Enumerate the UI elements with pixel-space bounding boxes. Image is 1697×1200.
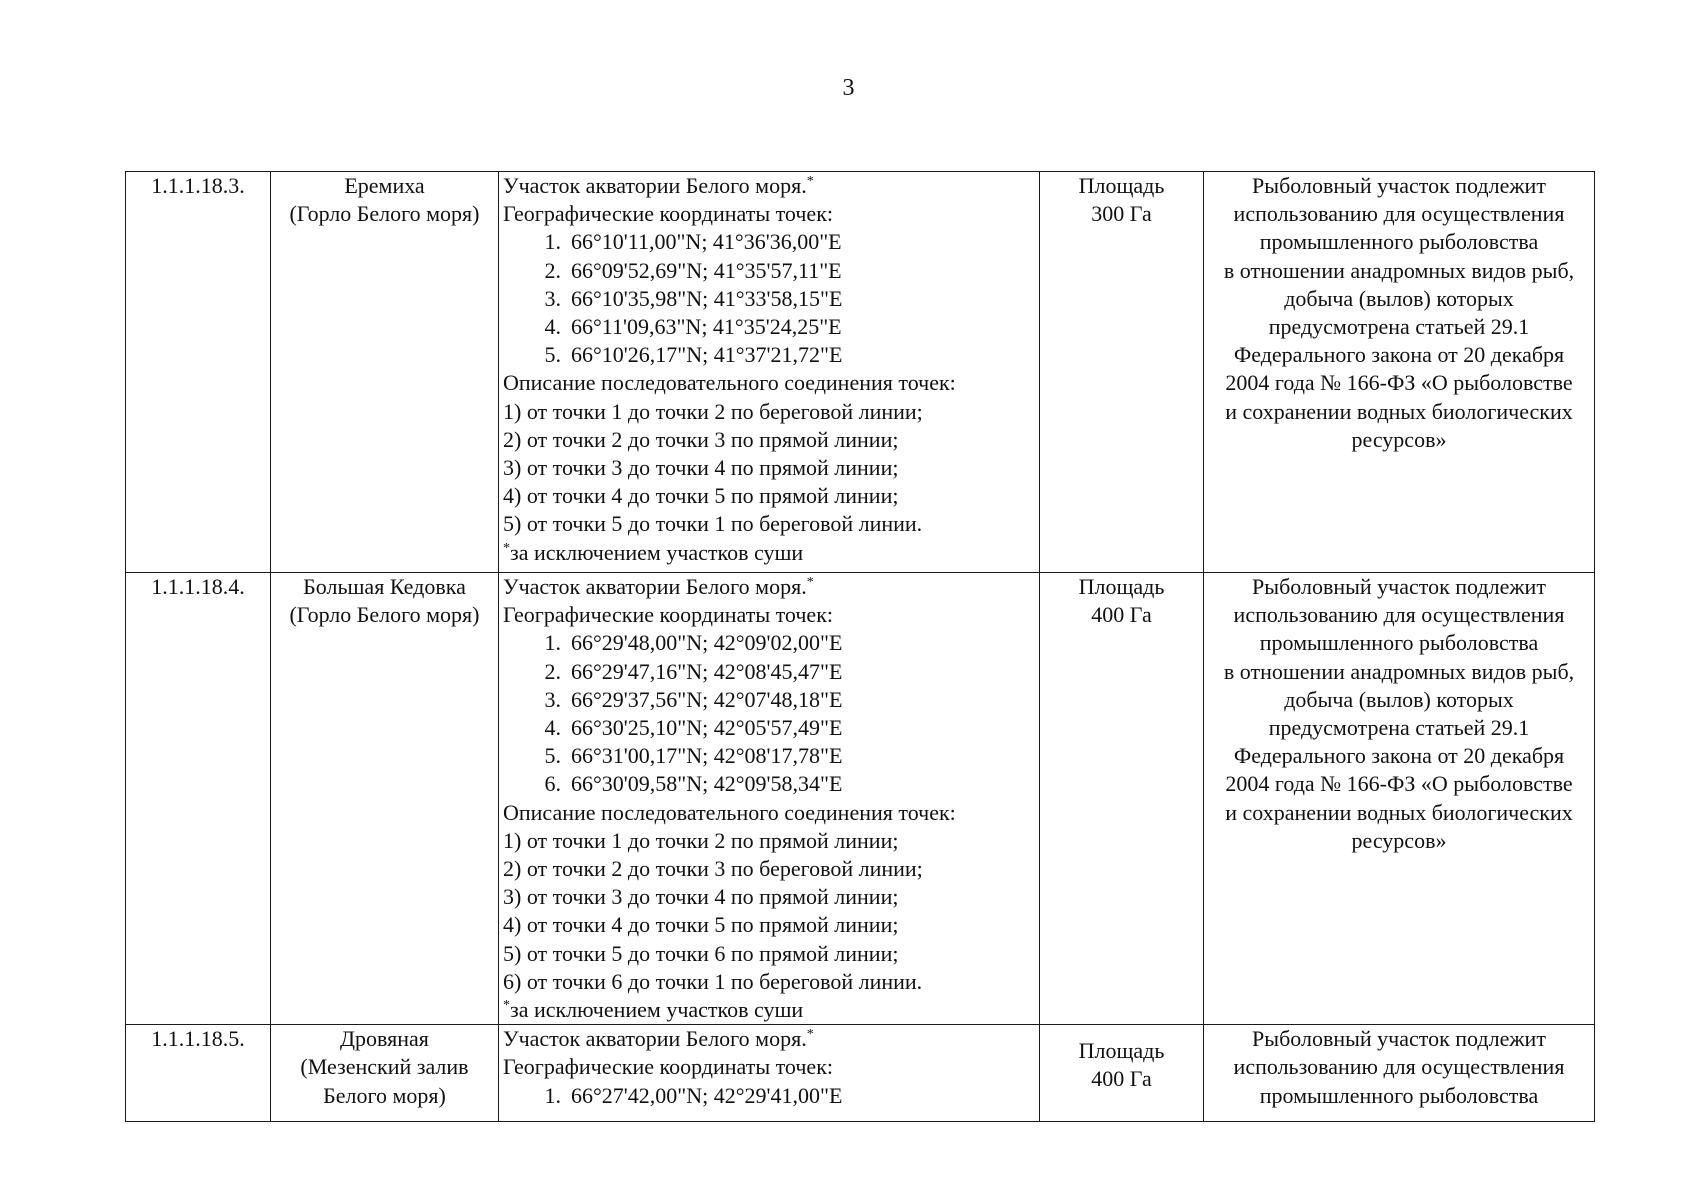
connection-step: 2) от точки 2 до точки 3 по береговой линии; <box>503 856 923 882</box>
coords-title: Географические координаты точек: <box>503 1054 833 1080</box>
coordinate-point: 4. 66°30'25,10"N; 42°05'57,49"E <box>544 715 843 741</box>
connection-step: 3) от точки 3 до точки 4 по прямой линии; <box>503 455 899 481</box>
water-area-label: Участок акватории Белого моря.* <box>503 574 814 599</box>
table-row <box>126 1025 1595 1122</box>
connection-step: 6) от точки 6 до точки 1 по береговой линии. <box>503 968 923 994</box>
connection-title: Описание последовательного соединения точек: <box>503 799 956 825</box>
connection-step: 1) от точки 1 до точки 2 по прямой линии; <box>503 827 899 853</box>
area-description <box>499 1025 1040 1122</box>
usage-note-text: Рыболовный участок подлежит использованию для осуществления промышленного рыболовства <box>1233 1026 1565 1108</box>
connection-step: 2) от точки 2 до точки 3 по прямой линии; <box>503 426 899 452</box>
water-area-label: Участок акватории Белого моря.* <box>503 173 814 198</box>
area-size-label: Площадь <box>1078 1038 1165 1064</box>
footnote: *за исключением участков суши <box>503 997 804 1023</box>
area-name-line: Дровяная <box>340 1026 429 1052</box>
usage-note-text: Рыболовный участок подлежит использованию для осуществления промышленного рыболовства в отношении анадромных видов рыб, добыча (вылов) которых предусмотрена статьей 29.1 Федерального закона от 20 декабря 2004 года № 166-ФЗ «О рыболовстве и сохранении водных биологических ресурсов» <box>1223 574 1575 853</box>
row-number: 1.1.1.18.4. <box>126 573 271 1025</box>
area-name-line: (Горло Белого моря) <box>289 201 480 227</box>
area-size-value: 300 Га <box>1091 201 1152 227</box>
footnote: *за исключением участков суши <box>503 539 804 565</box>
area-name-line: Еремиха <box>344 173 425 198</box>
connection-step: 3) от точки 3 до точки 4 по прямой линии; <box>503 884 899 910</box>
area-name-line: Белого моря) <box>323 1082 446 1108</box>
area-size-label: Площадь <box>1078 173 1165 198</box>
connection-step: 4) от точки 4 до точки 5 по прямой линии; <box>503 483 899 509</box>
table-row <box>126 172 1595 573</box>
area-size <box>1040 172 1204 573</box>
coordinate-point: 2. 66°29'47,16"N; 42°08'45,47"E <box>544 658 843 684</box>
footnote-marker: * <box>806 1027 814 1043</box>
row-number: 1.1.1.18.3. <box>126 172 271 573</box>
area-name <box>271 1025 499 1122</box>
area-name <box>271 573 499 1025</box>
area-size-value: 400 Га <box>1091 1066 1152 1092</box>
page-number: 3 <box>842 75 855 101</box>
coords-title: Географические координаты точек: <box>503 602 833 628</box>
usage-note <box>1204 573 1595 1025</box>
area-description <box>499 573 1040 1025</box>
area-size-label: Площадь <box>1078 574 1165 599</box>
coordinate-point: 5. 66°10'26,17"N; 41°37'21,72"E <box>544 342 843 368</box>
coordinate-point: 4. 66°11'09,63"N; 41°35'24,25"E <box>544 314 842 340</box>
table-row <box>126 573 1595 1025</box>
connection-step: 4) от точки 4 до точки 5 по прямой линии; <box>503 912 899 938</box>
coordinate-point: 1. 66°10'11,00"N; 41°36'36,00"E <box>544 229 842 255</box>
coordinate-point: 1. 66°29'48,00"N; 42°09'02,00"E <box>544 630 843 656</box>
usage-note-text: Рыболовный участок подлежит использованию для осуществления промышленного рыболовства в отношении анадромных видов рыб, добыча (вылов) которых предусмотрена статьей 29.1 Федерального закона от 20 декабря 2004 года № 166-ФЗ «О рыболовстве и сохранении водных биологических ресурсов» <box>1223 173 1575 452</box>
connection-step: 5) от точки 5 до точки 6 по прямой линии; <box>503 940 899 966</box>
area-name-line: (Мезенский залив <box>300 1054 469 1080</box>
coordinate-point: 3. 66°29'37,56"N; 42°07'48,18"E <box>544 686 843 712</box>
area-name <box>271 172 499 573</box>
coordinate-point: 1. 66°27'42,00"N; 42°29'41,00"E <box>544 1082 843 1108</box>
usage-note <box>1204 172 1595 573</box>
usage-note <box>1204 1025 1595 1122</box>
coordinate-point: 2. 66°09'52,69"N; 41°35'57,11"E <box>544 257 842 283</box>
footnote-marker: * <box>806 575 814 590</box>
coordinate-point: 3. 66°10'35,98"N; 41°33'58,15"E <box>544 285 843 311</box>
connection-title: Описание последовательного соединения точек: <box>503 370 956 396</box>
row-number: 1.1.1.18.5. <box>126 1025 271 1122</box>
coordinate-point: 6. 66°30'09,58"N; 42°09'58,34"E <box>544 771 843 797</box>
area-name-line: (Горло Белого моря) <box>289 602 480 628</box>
area-size-value: 400 Га <box>1091 602 1152 628</box>
connection-step: 1) от точки 1 до точки 2 по береговой линии; <box>503 398 923 424</box>
coords-title: Географические координаты точек: <box>503 201 833 227</box>
connection-step: 5) от точки 5 до точки 1 по береговой линии. <box>503 511 923 537</box>
area-size <box>1040 1025 1204 1122</box>
fishing-areas-table <box>125 171 1595 1122</box>
area-name-line: Большая Кедовка <box>303 574 466 599</box>
water-area-label: Участок акватории Белого моря.* <box>503 1026 814 1052</box>
area-description <box>499 172 1040 573</box>
area-size <box>1040 573 1204 1025</box>
coordinate-point: 5. 66°31'00,17"N; 42°08'17,78"E <box>544 743 843 769</box>
footnote-marker: * <box>806 174 814 189</box>
